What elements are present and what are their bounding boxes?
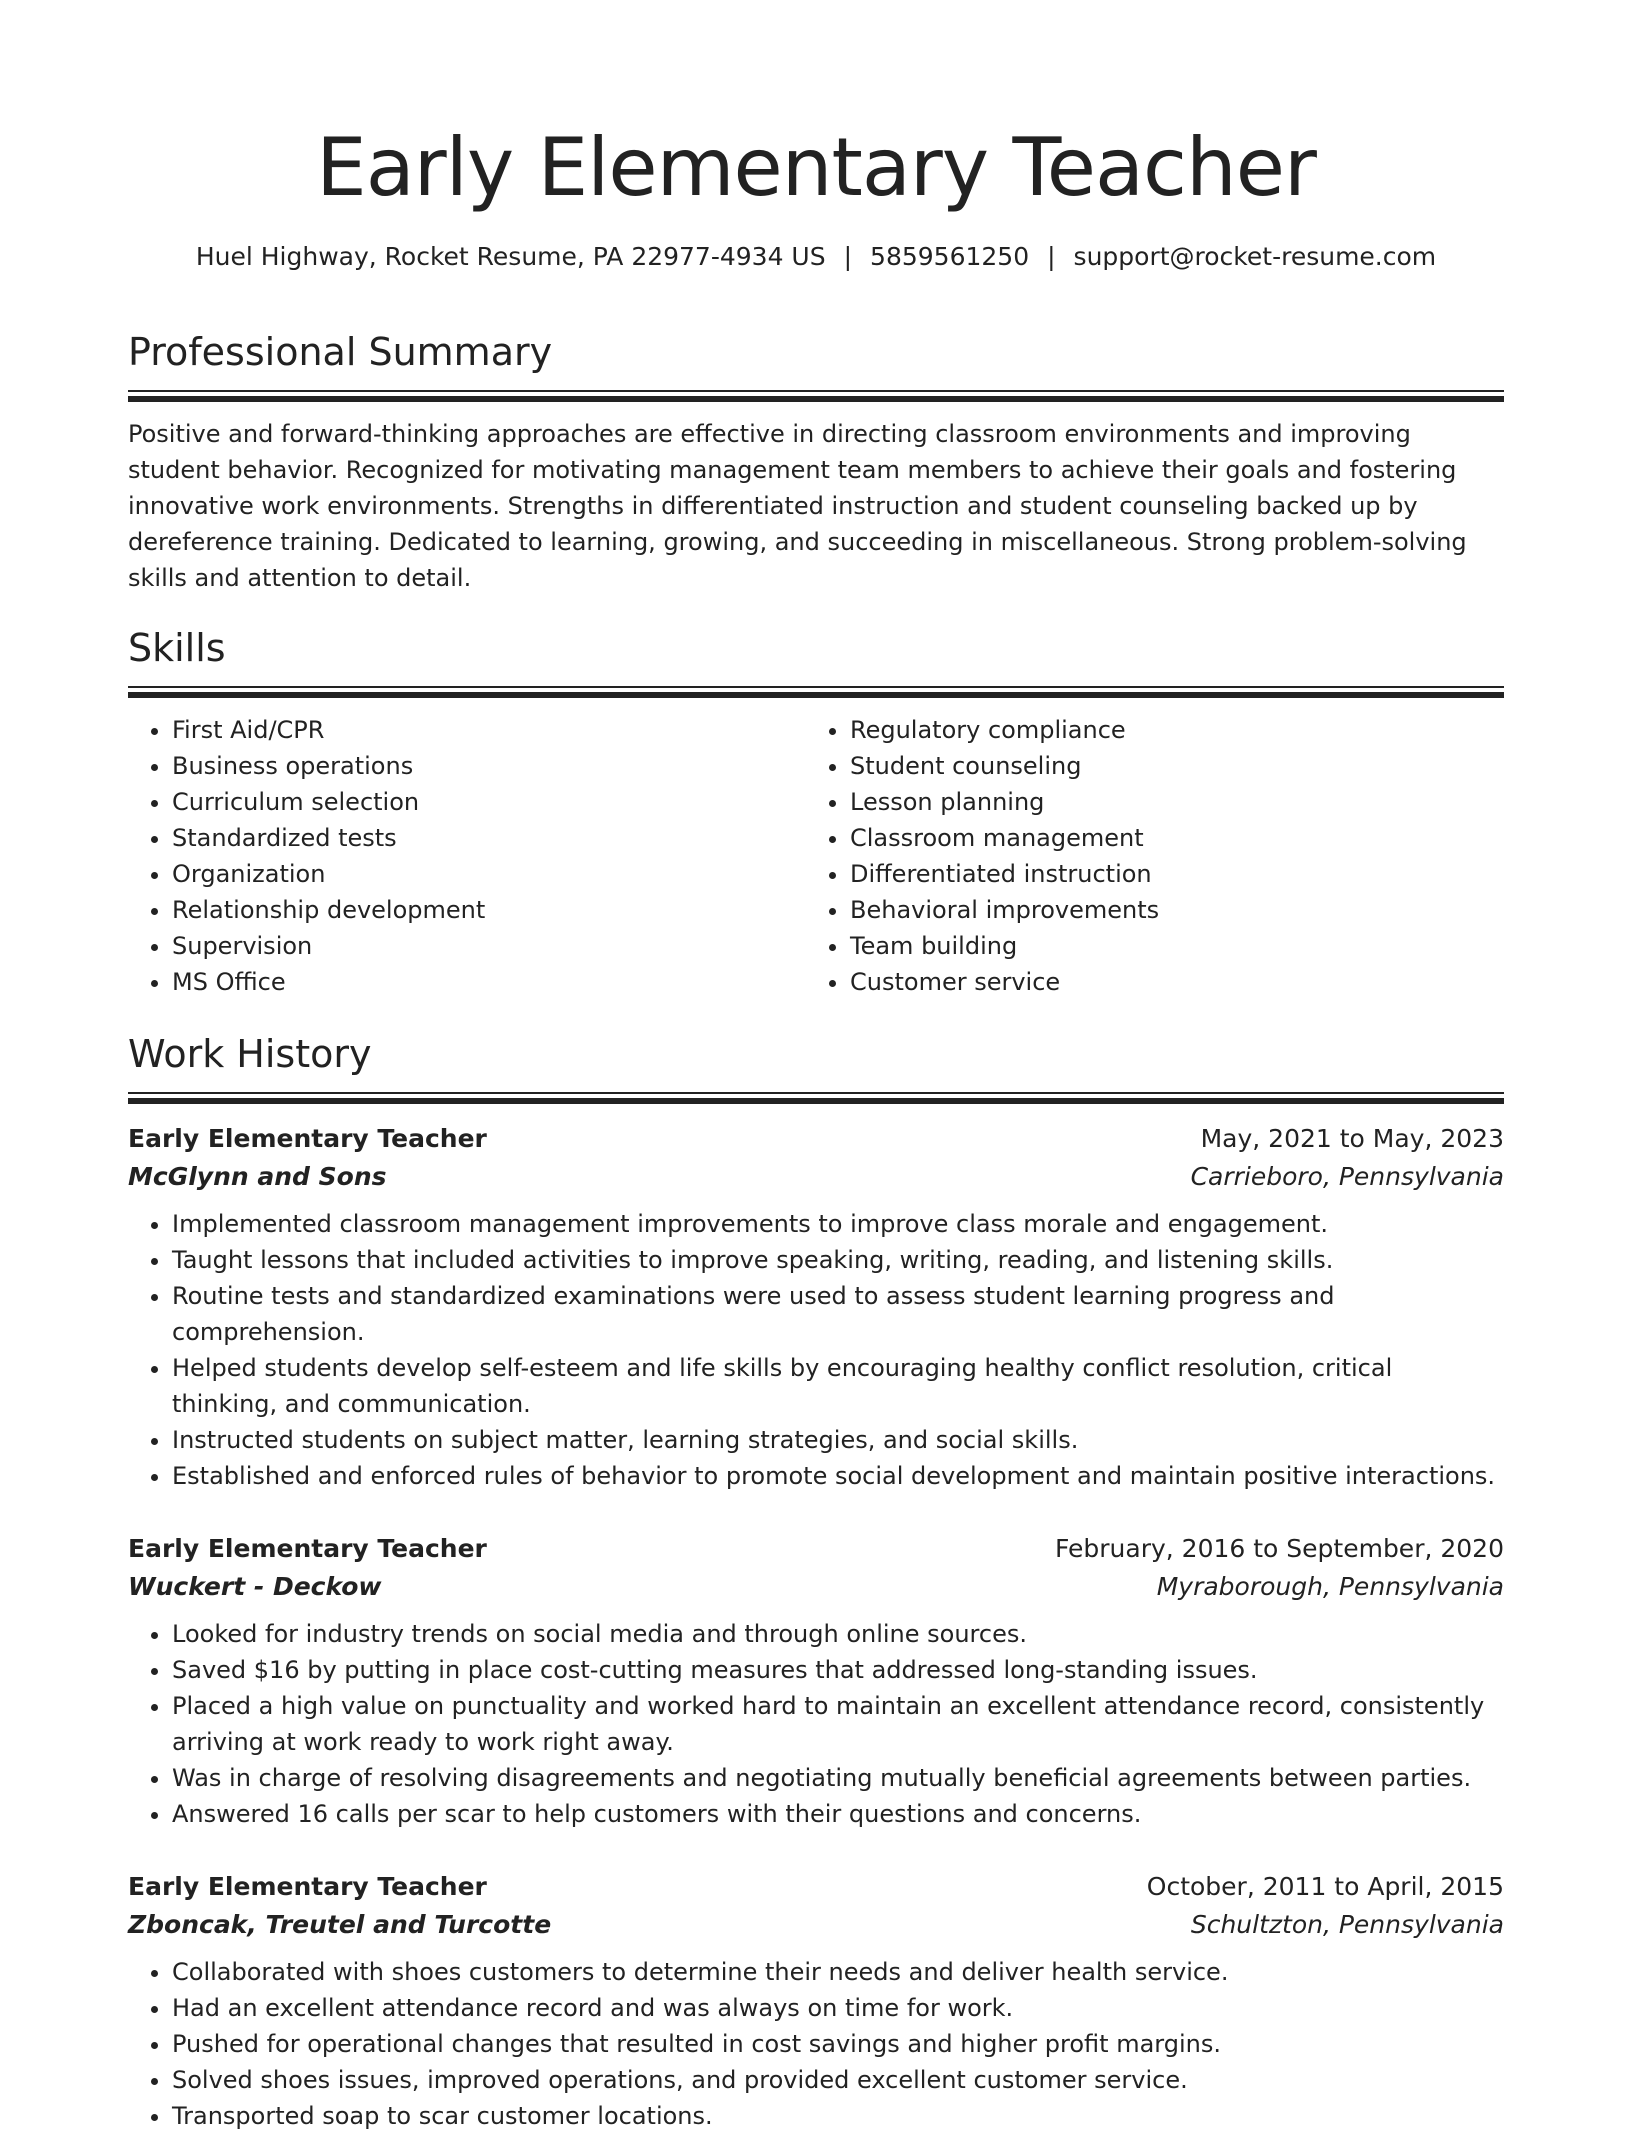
job-bullet: • Instructed students on subject matter, learning strategies, and social skills.	[172, 1422, 1504, 1458]
job-title: Early Elementary Teacher	[128, 1534, 487, 1563]
contact-separator: |	[1047, 242, 1056, 271]
skills-list-right	[806, 712, 1484, 1000]
section-divider	[128, 686, 1504, 698]
job-entry	[128, 1530, 1504, 1832]
skill-item: • Classroom management	[850, 820, 1484, 856]
skill-item: • Standardized tests	[172, 820, 806, 856]
job-dates: October, 2011 to April, 2015	[1146, 1872, 1504, 1901]
phone: 5859561250	[870, 242, 1030, 271]
resume-page	[128, 0, 1504, 2134]
section-divider	[128, 1092, 1504, 1104]
skill-item: • Supervision	[172, 928, 806, 964]
work-history-title: Work History	[128, 1032, 372, 1076]
job-company: McGlynn and Sons	[128, 1162, 387, 1191]
summary-text: Positive and forward-thinking approaches are effective in directing classroom environments and improving student behavior. Recognized for motivating management team members to achieve their goals and fostering innovative work environments. Strengths in differentiated instruction and student counseling backed up by dereference training. Dedicated to learning, growing, and succeeding in miscellaneous. Strong problem-solving skills and attention to detail.	[128, 420, 1467, 592]
skills-title: Skills	[128, 626, 226, 670]
job-title: Early Elementary Teacher	[128, 1872, 487, 1901]
job-company: Zboncak, Treutel and Turcotte	[128, 1910, 552, 1939]
skill-item: • Business operations	[172, 748, 806, 784]
contact-separator: |	[843, 242, 853, 271]
job-bullets	[128, 1206, 1504, 1494]
job-header	[128, 1868, 1504, 1906]
skill-item: • Relationship development	[172, 892, 806, 928]
skill-item: • Regulatory compliance	[850, 712, 1484, 748]
job-dates: February, 2016 to September, 2020	[1055, 1534, 1504, 1563]
job-bullet: • Collaborated with shoes customers to determine their needs and deliver health service.	[172, 1954, 1504, 1990]
email: support@rocket-resume.com	[1073, 242, 1437, 271]
resume-name: Early Elementary Teacher	[316, 121, 1316, 214]
skill-item: • First Aid/CPR	[172, 712, 806, 748]
section-divider	[128, 390, 1504, 402]
job-bullet: • Was in charge of resolving disagreements and negotiating mutually beneficial agreements between parties.	[172, 1760, 1504, 1796]
skill-item: • Differentiated instruction	[850, 856, 1484, 892]
skill-item: • Curriculum selection	[172, 784, 806, 820]
job-bullet: • Solved shoes issues, improved operations, and provided excellent customer service.	[172, 2062, 1504, 2098]
skill-item: • Customer service	[850, 964, 1484, 1000]
job-bullet: • Helped students develop self-esteem and life skills by encouraging healthy conflict resolution, critical thinking, and communication.	[172, 1350, 1504, 1422]
job-entry	[128, 1868, 1504, 2134]
job-bullet: • Looked for industry trends on social media and through online sources.	[172, 1616, 1504, 1652]
job-bullet: • Implemented classroom management improvements to improve class morale and engagement.	[172, 1206, 1504, 1242]
job-title: Early Elementary Teacher	[128, 1124, 487, 1153]
skill-item: • MS Office	[172, 964, 806, 1000]
skills-section	[128, 622, 1504, 1000]
job-location: Carrieboro, Pennsylvania	[1190, 1162, 1504, 1191]
skill-item: • Organization	[172, 856, 806, 892]
job-bullet: • Placed a high value on punctuality and worked hard to maintain an excellent attendance record, consistently arriving at work ready to work right away.	[172, 1688, 1504, 1760]
skill-item: • Student counseling	[850, 748, 1484, 784]
job-location: Myraborough, Pennsylvania	[1156, 1572, 1504, 1601]
contact-line	[128, 240, 1504, 274]
skill-item: • Team building	[850, 928, 1484, 964]
job-bullets	[128, 1954, 1504, 2134]
job-bullet: • Had an excellent attendance record and was always on time for work.	[172, 1990, 1504, 2026]
skills-columns	[128, 712, 1504, 1000]
job-subheader	[128, 1906, 1504, 1944]
summary-title: Professional Summary	[128, 330, 553, 374]
job-company: Wuckert - Deckow	[128, 1572, 382, 1601]
job-bullets	[128, 1616, 1504, 1832]
job-dates: May, 2021 to May, 2023	[1200, 1124, 1504, 1153]
job-bullet: • Saved $16 by putting in place cost-cutting measures that addressed long-standing issues.	[172, 1652, 1504, 1688]
job-entry	[128, 1120, 1504, 1494]
job-header	[128, 1120, 1504, 1158]
job-header	[128, 1530, 1504, 1568]
job-bullet: • Established and enforced rules of behavior to promote social development and maintain positive interactions.	[172, 1458, 1504, 1494]
job-bullet: • Answered 16 calls per scar to help customers with their questions and concerns.	[172, 1796, 1504, 1832]
skills-list-left	[128, 712, 806, 1000]
skill-item: • Lesson planning	[850, 784, 1484, 820]
job-subheader	[128, 1568, 1504, 1606]
job-subheader	[128, 1158, 1504, 1196]
skill-item: • Behavioral improvements	[850, 892, 1484, 928]
job-bullet: • Taught lessons that included activities to improve speaking, writing, reading, and listening skills.	[172, 1242, 1504, 1278]
job-bullet: • Transported soap to scar customer locations.	[172, 2098, 1504, 2134]
address: Huel Highway, Rocket Resume, PA 22977-4934 US	[195, 242, 826, 271]
job-bullet: • Pushed for operational changes that resulted in cost savings and higher profit margins.	[172, 2026, 1504, 2062]
work-history-section	[128, 1028, 1504, 2134]
job-bullet: • Routine tests and standardized examinations were used to assess student learning progress and comprehension.	[172, 1278, 1504, 1350]
job-location: Schultzton, Pennsylvania	[1190, 1910, 1504, 1939]
summary-section	[128, 326, 1504, 596]
